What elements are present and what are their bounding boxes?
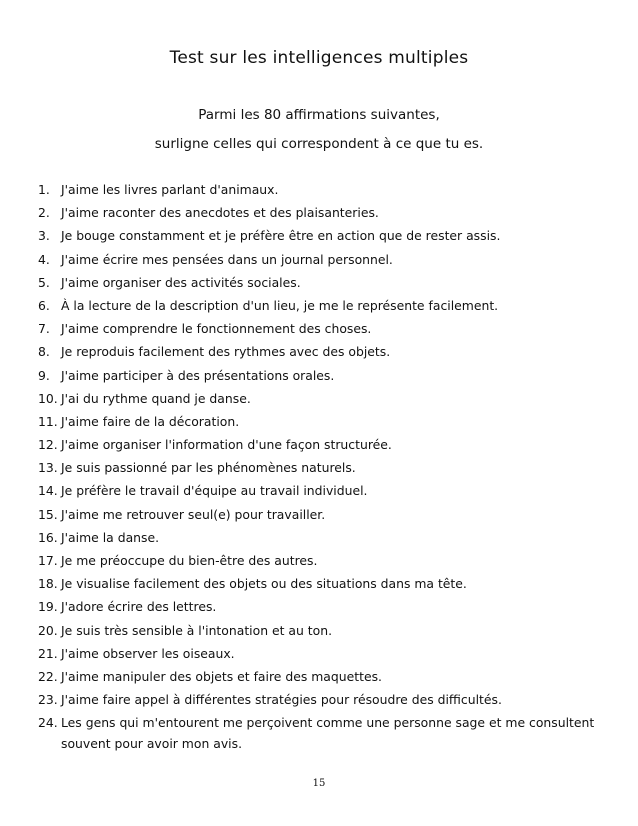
statement-number: 20.	[38, 622, 58, 638]
statement-number: 10.	[38, 390, 58, 406]
statement-number: 23.	[38, 692, 58, 708]
statement-number: 1.	[38, 182, 50, 197]
statement-number: 9.	[38, 367, 50, 383]
statement-text: Je préfère le travail d'équipe au travail individuel.	[61, 483, 368, 499]
statement-text: Je suis très sensible à l'intonation et au ton.	[61, 622, 333, 638]
statement-text: J'aime organiser des activités sociales.	[61, 274, 301, 290]
statement-number: 12.	[38, 437, 58, 453]
statement-text: Les gens qui m'entourent me perçoivent comme une personne sage et me consultent souvent pour avoir mon avis.	[61, 715, 595, 752]
statement-text: J'aime faire de la décoration.	[61, 413, 240, 429]
statement-text: J'aime écrire mes pensées dans un journal personnel.	[61, 251, 393, 267]
statement-text: Je visualise facilement des objets ou des situations dans ma tête.	[61, 576, 467, 592]
statement-number: 24.	[38, 715, 58, 731]
statement-number: 13.	[38, 460, 58, 476]
statement-text: J'ai du rythme quand je danse.	[61, 390, 251, 406]
statement-text: J'aime les livres parlant d'animaux.	[61, 182, 279, 197]
statement-number: 8.	[38, 344, 50, 360]
statement-number: 11.	[38, 413, 58, 429]
instructions-line-2: surligne celles qui correspondent à ce que tu es.	[154, 136, 484, 152]
statement-text: J'aime raconter des anecdotes et des plaisanteries.	[61, 205, 379, 221]
statement-text: J'aime comprendre le fonctionnement des choses.	[61, 321, 372, 337]
statement-number: 7.	[38, 321, 50, 337]
statement-text: J'adore écrire des lettres.	[61, 599, 217, 615]
statement-text: J'aime observer les oiseaux.	[61, 645, 235, 661]
statement-number: 19.	[38, 599, 58, 615]
statement-text: J'aime faire appel à différentes stratégies pour résoudre des difficultés.	[61, 692, 502, 708]
statement-text: J'aime la danse.	[61, 529, 160, 545]
statement-text: À la lecture de la description d'un lieu, je me le représente facilement.	[61, 297, 499, 313]
statement-number: 18.	[38, 576, 58, 592]
statement-number: 22.	[38, 668, 58, 684]
statement-number: 14.	[38, 483, 58, 499]
statement-text: J'aime participer à des présentations orales.	[61, 367, 335, 383]
instructions-line-1: Parmi les 80 affirmations suivantes,	[198, 107, 440, 123]
statement-number: 6.	[38, 297, 50, 313]
statement-text: J'aime me retrouver seul(e) pour travailler.	[61, 506, 326, 522]
page-number: 15	[312, 778, 326, 789]
statement-number: 5.	[38, 274, 50, 290]
statement-text: Je bouge constamment et je préfère être en action que de rester assis.	[61, 228, 501, 244]
statement-text: J'aime manipuler des objets et faire des maquettes.	[61, 668, 382, 684]
statement-number: 2.	[38, 205, 50, 221]
statement-number: 21.	[38, 645, 58, 661]
instructions	[0, 101, 638, 159]
statement-text: Je me préoccupe du bien-être des autres.	[61, 553, 318, 568]
statement-number: 4.	[38, 251, 50, 267]
statement-text: Je suis passionné par les phénomènes naturels.	[61, 460, 356, 476]
document-title: Test sur les intelligences multiples	[169, 48, 469, 68]
statement-number: 17.	[38, 553, 58, 568]
statement-text: Je reproduis facilement des rythmes avec des objets.	[61, 344, 391, 360]
statement-number: 15.	[38, 506, 58, 522]
statement-number: 3.	[38, 228, 50, 244]
statement-number: 16.	[38, 529, 58, 545]
statement-text: J'aime organiser l'information d'une façon structurée.	[61, 437, 392, 453]
